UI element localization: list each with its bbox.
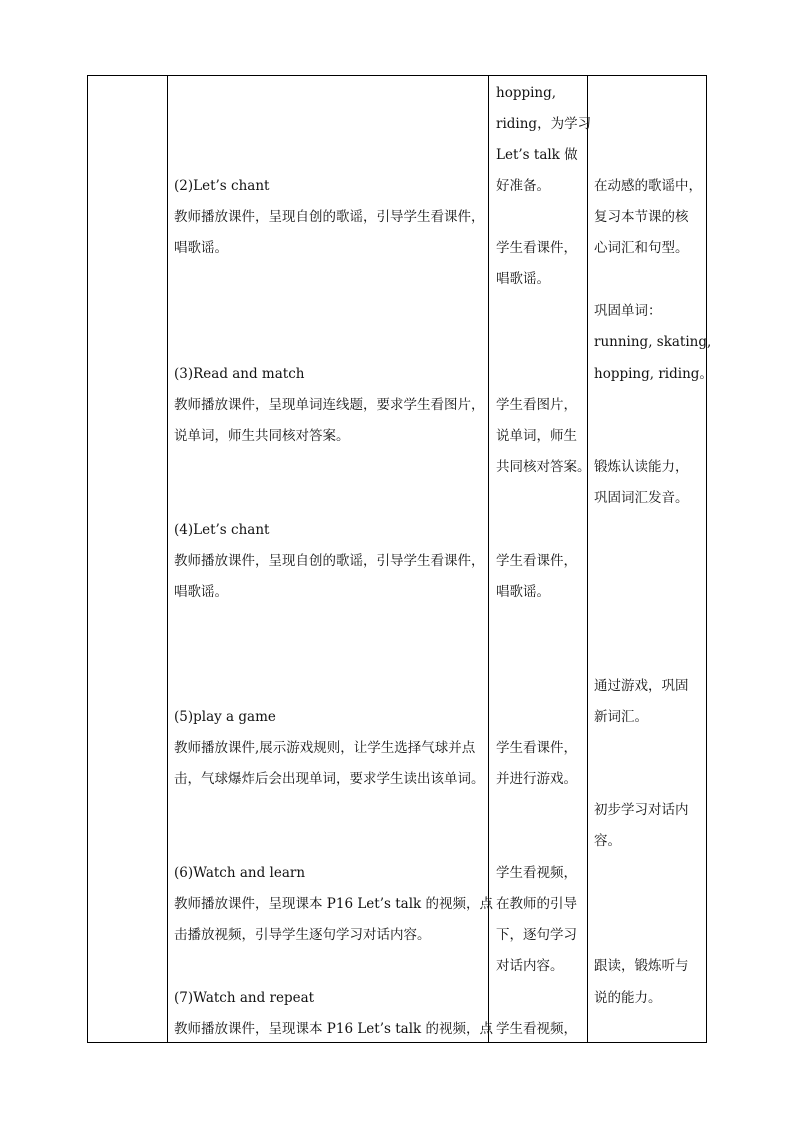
step-heading: (3)Read and match xyxy=(174,366,305,382)
step-heading: (5)play a game xyxy=(174,709,276,725)
intent-text-line: running, skating, xyxy=(594,334,712,350)
student-text-line: 说单词，师生 xyxy=(496,428,577,444)
intent-text-line: 说的能力。 xyxy=(594,990,662,1006)
student-text-line: riding，为学习 xyxy=(496,116,592,132)
text-line: 教师播放课件，呈现自创的歌谣，引导学生看课件， xyxy=(174,553,485,569)
student-text-line: Let’s talk 做 xyxy=(496,147,578,163)
intent-text-line: 初步学习对话内 xyxy=(594,802,689,818)
table-left-border xyxy=(87,75,88,1043)
student-text-line: 对话内容。 xyxy=(496,958,564,974)
text-line: 教师播放课件，呈现课本 P16 Let’s talk 的视频，点 xyxy=(174,896,493,912)
text-line: 教师播放课件，呈现自创的歌谣，引导学生看课件， xyxy=(174,209,485,225)
step-heading: (2)Let’s chant xyxy=(174,178,270,194)
intent-text-line: 心词汇和句型。 xyxy=(594,240,689,256)
text-line: 教师播放课件，呈现单词连线题，要求学生看图片， xyxy=(174,397,485,413)
student-text-line: 并进行游戏。 xyxy=(496,771,577,787)
intent-text-line: 巩固单词： xyxy=(594,303,662,319)
student-text-line: 共同核对答案。 xyxy=(496,459,591,475)
step-heading: (6)Watch and learn xyxy=(174,865,306,881)
student-text-line: 学生看图片， xyxy=(496,397,577,413)
student-text-line: hopping, xyxy=(496,85,557,101)
intent-text-line: 跟读，锻炼听与 xyxy=(594,958,689,974)
intent-text-line: 锻炼认读能力， xyxy=(594,459,689,475)
student-text-line: 唱歌谣。 xyxy=(496,271,550,287)
student-text-line: 学生看视频， xyxy=(496,1021,577,1037)
table-right-border xyxy=(706,75,707,1043)
student-text-line: 学生看课件， xyxy=(496,740,577,756)
student-text-line: 唱歌谣。 xyxy=(496,584,550,600)
intent-text-line: hopping, riding。 xyxy=(594,366,713,382)
student-text-line: 学生看视频， xyxy=(496,865,577,881)
table-top-border xyxy=(87,75,707,76)
column-divider-3 xyxy=(587,75,588,1043)
intent-text-line: 在动感的歌谣中， xyxy=(594,178,702,194)
intent-text-line: 通过游戏，巩固 xyxy=(594,678,689,694)
text-line: 击播放视频，引导学生逐句学习对话内容。 xyxy=(174,927,431,943)
intent-text-line: 巩固词汇发音。 xyxy=(594,490,689,506)
student-text-line: 下，逐句学习 xyxy=(496,927,577,943)
student-text-line: 学生看课件， xyxy=(496,240,577,256)
student-text-line: 学生看课件， xyxy=(496,553,577,569)
text-line: 教师播放课件,展示游戏规则，让学生选择气球并点 xyxy=(174,740,476,756)
text-line: 教师播放课件，呈现课本 P16 Let’s talk 的视频，点 xyxy=(174,1021,493,1037)
intent-text-line: 复习本节课的核 xyxy=(594,209,689,225)
column-divider-1 xyxy=(167,75,168,1043)
table-bottom-border xyxy=(87,1042,707,1043)
text-line: 说单词，师生共同核对答案。 xyxy=(174,428,350,444)
step-heading: (7)Watch and repeat xyxy=(174,990,315,1006)
intent-text-line: 容。 xyxy=(594,833,621,849)
text-line: 唱歌谣。 xyxy=(174,584,228,600)
text-line: 击，气球爆炸后会出现单词，要求学生读出该单词。 xyxy=(174,771,485,787)
intent-text-line: 新词汇。 xyxy=(594,709,648,725)
step-heading: (4)Let’s chant xyxy=(174,522,270,538)
text-line: 唱歌谣。 xyxy=(174,240,228,256)
student-text-line: 好准备。 xyxy=(496,178,550,194)
student-text-line: 在教师的引导 xyxy=(496,896,577,912)
